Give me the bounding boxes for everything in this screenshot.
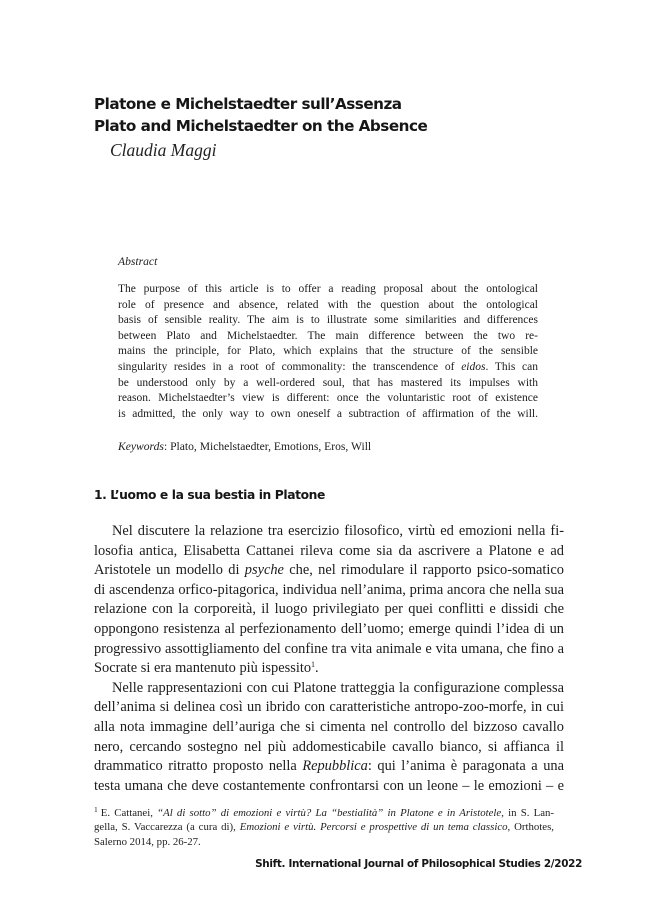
journal-footer: Shift. International Journal of Philosophical Studies 2/2022 [255, 858, 582, 870]
keywords [118, 440, 538, 453]
abstract-line: basis of sensible reality. The aim is to illustrate some similarities and differences [118, 314, 538, 327]
footnote-line [94, 820, 554, 834]
keywords-label: Keywords [118, 440, 164, 453]
abstract-line: is admitted, the only way to own oneself a subtraction of affirmation of the will. [118, 407, 538, 420]
footnote-line [94, 806, 554, 820]
paragraph-text: Socrate si era mantenuto più ispessito [94, 660, 312, 677]
paragraph-line: oppongono resistenza al perfezionamento dell’uomo; emerge quindi l’idea di un [94, 620, 564, 637]
footnote-text: , Orthotes, [507, 821, 554, 834]
paragraph-italic-term: Repubblica [302, 758, 368, 775]
paragraph-italic-term: psyche [244, 562, 284, 579]
paragraph-text: che, nel rimodulare il rapporto psico-somatico [283, 562, 564, 579]
footnote-mark: 1 [94, 806, 98, 814]
footnote-text: , in S. Lan- [501, 807, 554, 819]
footnote [94, 806, 554, 849]
paragraph-line: dell’anima si delinea così un ibrido con caratteristiche antropo-zoo-morfe, in cui [94, 699, 564, 716]
paragraph-line [94, 659, 564, 679]
abstract-body [118, 282, 538, 422]
paragraph-line: nero, cercando sostegno nel più addomesticabile cavallo bianco, si affianca il [94, 738, 564, 755]
paragraph-text: Aristotele un modello di [94, 562, 245, 579]
title-italian: Platone e Michelstaedter sull’Assenza [94, 95, 402, 113]
article-title [94, 93, 554, 137]
footnote-line: Salerno 2014, pp. 26-27. [94, 835, 201, 848]
paragraph-line: di ascendenza orfico-pitagorica, individua nell’anima, prima ancora che nella sua [94, 581, 564, 598]
abstract-text: . This can [485, 360, 538, 373]
body-text [94, 522, 564, 796]
paragraph-text: . [315, 660, 319, 677]
section-heading: 1. L’uomo e la sua bestia in Platone [94, 488, 325, 502]
abstract-line: mains the principle, for Plato, which explains that the structure of the sensible [118, 345, 538, 358]
abstract-text: singularity resides in a root of commonality: the transcendence of [118, 360, 462, 373]
paragraph-line: Nel discutere la relazione tra esercizio filosofico, virtù ed emozioni nella fi- [112, 523, 564, 539]
paragraph-line: Nelle rappresentazioni con cui Platone tratteggia la configurazione complessa [112, 679, 564, 696]
paragraph-line: testa umana che deve costantemente confrontarsi con un leone – le emozioni – e [94, 777, 564, 794]
author-name: Claudia Maggi [110, 140, 217, 160]
abstract-line: role of presence and absence, related with the question about the ontological [118, 298, 538, 311]
paragraph-text: drammatico ritratto proposto nella [94, 758, 303, 775]
abstract-line: reason. Michelstaedter’s view is different: once the voluntaristic root of existence [118, 392, 538, 405]
paragraph-line: relazione con la corporeità, il luogo privilegiato per quei conflitti e dissidi che [94, 601, 564, 618]
abstract-italic-term: eidos [461, 360, 486, 373]
abstract-line [118, 360, 538, 376]
abstract-heading: Abstract [118, 255, 158, 268]
paragraph-line: progressivo assottigliamento del confine tra vita animale e vita umana, che fino a [94, 640, 564, 657]
abstract-line: between Plato and Michelstaedter. The main difference between the two re- [118, 329, 538, 342]
keywords-values: : Plato, Michelstaedter, Emotions, Eros, Will [163, 440, 372, 453]
title-english: Plato and Michelstaedter on the Absence [94, 117, 428, 135]
abstract-line: The purpose of this article is to offer a reading proposal about the ontological [118, 283, 538, 295]
abstract-line: be understood only by a well-ordered soul, that has mastered its impulses with [118, 376, 538, 389]
footnote-italic-title: “Al di sotto” di emozioni e virtù? La “bestialità” in Platone e in Aristotele [157, 807, 502, 819]
footnote-reference[interactable]: 1 [311, 660, 316, 670]
paragraph-line [94, 757, 564, 777]
paragraph-text: : qui l’anima è paragonata a una [367, 758, 564, 775]
paragraph-line [94, 561, 564, 581]
footnote-italic-title: Emozioni e virtù. Percorsi e prospettive di un tema classico [239, 821, 508, 834]
footnote-text: gella, S. Vaccarezza (a cura di), [94, 821, 240, 834]
paragraph-line: alla nota immagine dell’auriga che si cimenta nel controllo del bizzoso cavallo [94, 718, 564, 735]
footnote-text: E. Cattanei, [100, 807, 158, 819]
paragraph-line: losofia antica, Elisabetta Cattanei rileva come sia da ascrivere a Platone e ad [94, 542, 564, 559]
